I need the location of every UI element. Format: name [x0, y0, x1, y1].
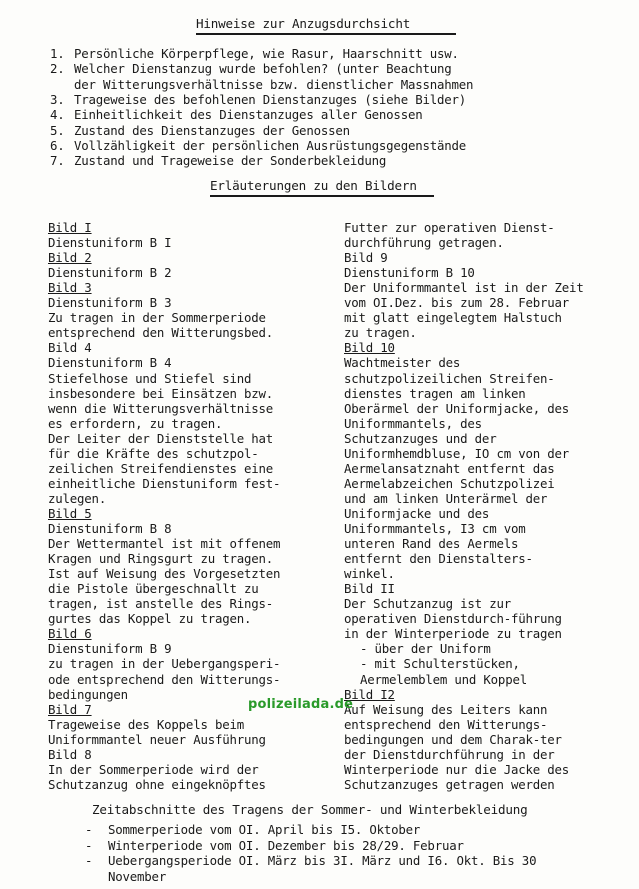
left-column-line: es erfordern, zu tragen.	[48, 415, 223, 431]
figure-heading: Bild I	[48, 220, 92, 235]
right-column-line: mit glatt eingelegtem Halstuch	[344, 310, 562, 326]
right-column-line: Oberärmel der Uniformjacke, des	[344, 400, 570, 416]
page-title: Hinweise zur Anzugsdurchsicht	[196, 16, 411, 31]
right-column-line: winkel.	[344, 566, 395, 582]
checklist-number: 2.	[50, 61, 65, 77]
left-column-line: einheitliche Dienstuniform fest-	[48, 475, 281, 491]
period-item: Uebergangsperiode OI. März bis 3I. März und I6. Okt. Bis 30	[108, 853, 537, 868]
right-column-line: zu tragen.	[344, 325, 417, 341]
right-column-line: unteren Rand des Aermels	[344, 536, 519, 552]
right-column-line: Schutzanzuges getragen werden	[344, 776, 555, 792]
figure-heading: Bild I2	[344, 686, 395, 702]
figure-heading: Bild 3	[48, 280, 92, 296]
checklist-number: 7.	[50, 153, 65, 169]
left-column-line: Kragen und Ringsgurt zu tragen.	[48, 551, 274, 567]
left-column-line: Stiefelhose und Stiefel sind	[48, 370, 252, 386]
checklist-item-text: Zustand und Trageweise der Sonderbekleidung	[74, 153, 387, 169]
right-column-line: durchführung getragen.	[344, 235, 504, 251]
right-column-line: Dienstuniform B 10	[344, 265, 475, 281]
right-column-line: - über der Uniform	[360, 641, 491, 657]
checklist-number: 5.	[50, 122, 65, 138]
left-column-line: Bild 8	[48, 746, 92, 762]
right-column-line: entsprechend den Witterungs-	[344, 716, 548, 732]
checklist-item-text: Persönliche Körperpflege, wie Rasur, Haarschnitt usw.	[74, 46, 459, 61]
left-column-line: Dienstuniform B 8	[48, 521, 172, 536]
right-column-line: schutzpolizeilichen Streifen-	[344, 370, 555, 386]
left-column-line: Der Wettermantel ist mit offenem	[48, 536, 281, 552]
figure-heading: Bild 7	[48, 701, 92, 717]
left-column-line: Uniformmantel neuer Ausführung	[48, 731, 266, 747]
right-column-line: Bild 9	[344, 250, 388, 266]
figure-heading: Bild 2	[48, 250, 92, 266]
left-column-line: entsprechend den Witterungsbed.	[48, 325, 274, 341]
left-column-line: Dienstuniform B 9	[48, 641, 172, 657]
left-column-line: Zu tragen in der Sommerperiode	[48, 310, 266, 326]
checklist-number: 6.	[50, 137, 65, 153]
subtitle-underline	[210, 195, 434, 197]
period-dash: -	[85, 822, 93, 837]
period-dash: -	[85, 853, 93, 868]
figure-heading: Bild 6	[48, 626, 92, 642]
left-column-line: Der Leiter der Dienststelle hat	[48, 430, 274, 446]
checklist-item-text: der Witterungsverhältnisse bzw. dienstlicher Massnahmen	[74, 76, 474, 92]
right-column-line: Der Uniformmantel ist in der Zeit	[344, 280, 584, 296]
right-column-line: Aermelemblem und Koppel	[360, 671, 527, 687]
left-column-line: Ist auf Weisung des Vorgesetzten	[48, 566, 281, 582]
title-underline	[196, 33, 456, 35]
right-column-line: - mit Schulterstücken,	[360, 656, 520, 672]
right-column-line: Winterperiode nur die Jacke des	[344, 761, 570, 777]
right-column-line: operativen Dienstdurch-führung	[344, 611, 562, 627]
left-column-line: tragen, ist anstelle des Rings-	[48, 596, 274, 612]
period-item: November	[108, 868, 167, 884]
right-column-line: der Dienstdurchführung in der	[344, 746, 555, 762]
right-column-line: Uniformhemdbluse, IO cm von der	[344, 445, 570, 461]
left-column-line: Bild 4	[48, 340, 92, 356]
checklist-item-text: Welcher Dienstanzug wurde befohlen? (unter Beachtung	[74, 61, 452, 77]
watermark: polizeilada.de	[248, 697, 354, 712]
right-column-line: Auf Weisung des Leiters kann	[344, 701, 548, 717]
right-column-line: Uniformmantels, des	[344, 415, 482, 431]
left-column-line: Dienstuniform B 4	[48, 355, 172, 371]
checklist-number: 3.	[50, 91, 65, 107]
period-item: Sommerperiode vom OI. April bis I5. Oktober	[108, 822, 421, 837]
left-column-line: gurtes das Koppel zu tragen.	[48, 611, 252, 627]
left-column-line: Trageweise des Koppels beim	[48, 716, 245, 732]
right-column-line: Der Schutzanzug ist zur	[344, 596, 511, 612]
period-item: Winterperiode vom OI. Dezember bis 28/29. Februar	[108, 837, 464, 853]
checklist-item-text: Trageweise des befohlenen Dienstanzuges (siehe Bilder)	[74, 91, 467, 107]
right-column-line: und am linken Unterärmel der	[344, 490, 548, 506]
left-column-line: Dienstuniform B 2	[48, 265, 172, 281]
right-column-line: Aermelansatznaht entfernt das	[344, 460, 555, 476]
left-column-line: zulegen.	[48, 490, 107, 506]
right-column-line: Wachtmeister des	[344, 355, 461, 371]
checklist-item-text: Vollzähligkeit der persönlichen Ausrüstungsgegenstände	[74, 137, 467, 153]
right-column-line: Bild II	[344, 581, 395, 597]
right-column-line: bedingungen und dem Charak-ter	[344, 731, 562, 747]
right-column-line: Futter zur operativen Dienst-	[344, 220, 555, 235]
periods-title: Zeitabschnitte des Tragens der Sommer- und Winterbekleidung	[92, 802, 528, 817]
checklist-number: 1.	[50, 46, 65, 61]
right-column-line: entfernt den Dienstalters-	[344, 551, 533, 567]
checklist-item-text: Einheitlichkeit des Dienstanzuges aller Genossen	[74, 107, 423, 123]
left-column-line: In der Sommerperiode wird der	[48, 761, 259, 777]
figure-heading: Bild 5	[48, 505, 92, 521]
left-column-line: bedingungen	[48, 686, 128, 702]
checklist-number: 4.	[50, 107, 65, 123]
period-dash: -	[85, 837, 93, 853]
right-column-line: dienstes tragen am linken	[344, 385, 526, 401]
left-column-line: zeilichen Streifendienstes eine	[48, 460, 274, 476]
left-column-line: Dienstuniform B I	[48, 235, 172, 251]
section-subtitle: Erläuterungen zu den Bildern	[210, 178, 417, 193]
left-column-line: ode entsprechend den Witterungs-	[48, 671, 281, 687]
right-column-line: in der Winterperiode zu tragen	[344, 626, 562, 642]
right-column-line: Uniformjacke und des	[344, 505, 490, 521]
right-column-line: Aermelabzeichen Schutzpolizei	[344, 475, 555, 491]
right-column-line: Schutzanzuges und der	[344, 430, 497, 446]
left-column-line: für die Kräfte des schutzpol-	[48, 445, 259, 461]
left-column-line: Schutzanzug ohne eingeknöpftes	[48, 776, 266, 792]
left-column-line: wenn die Witterungsverhältnisse	[48, 400, 274, 416]
checklist-item-text: Zustand des Dienstanzuges der Genossen	[74, 122, 350, 138]
right-column-line: vom OI.Dez. bis zum 28. Februar	[344, 295, 570, 311]
left-column-line: die Pistole übergeschnallt zu	[48, 581, 259, 597]
left-column-line: zu tragen in der Uebergangsperi-	[48, 656, 281, 672]
figure-heading: Bild 10	[344, 340, 395, 356]
right-column-line: Uniformmantels, I3 cm vom	[344, 521, 526, 536]
left-column-line: Dienstuniform B 3	[48, 295, 172, 311]
left-column-line: insbesondere bei Einsätzen bzw.	[48, 385, 274, 401]
